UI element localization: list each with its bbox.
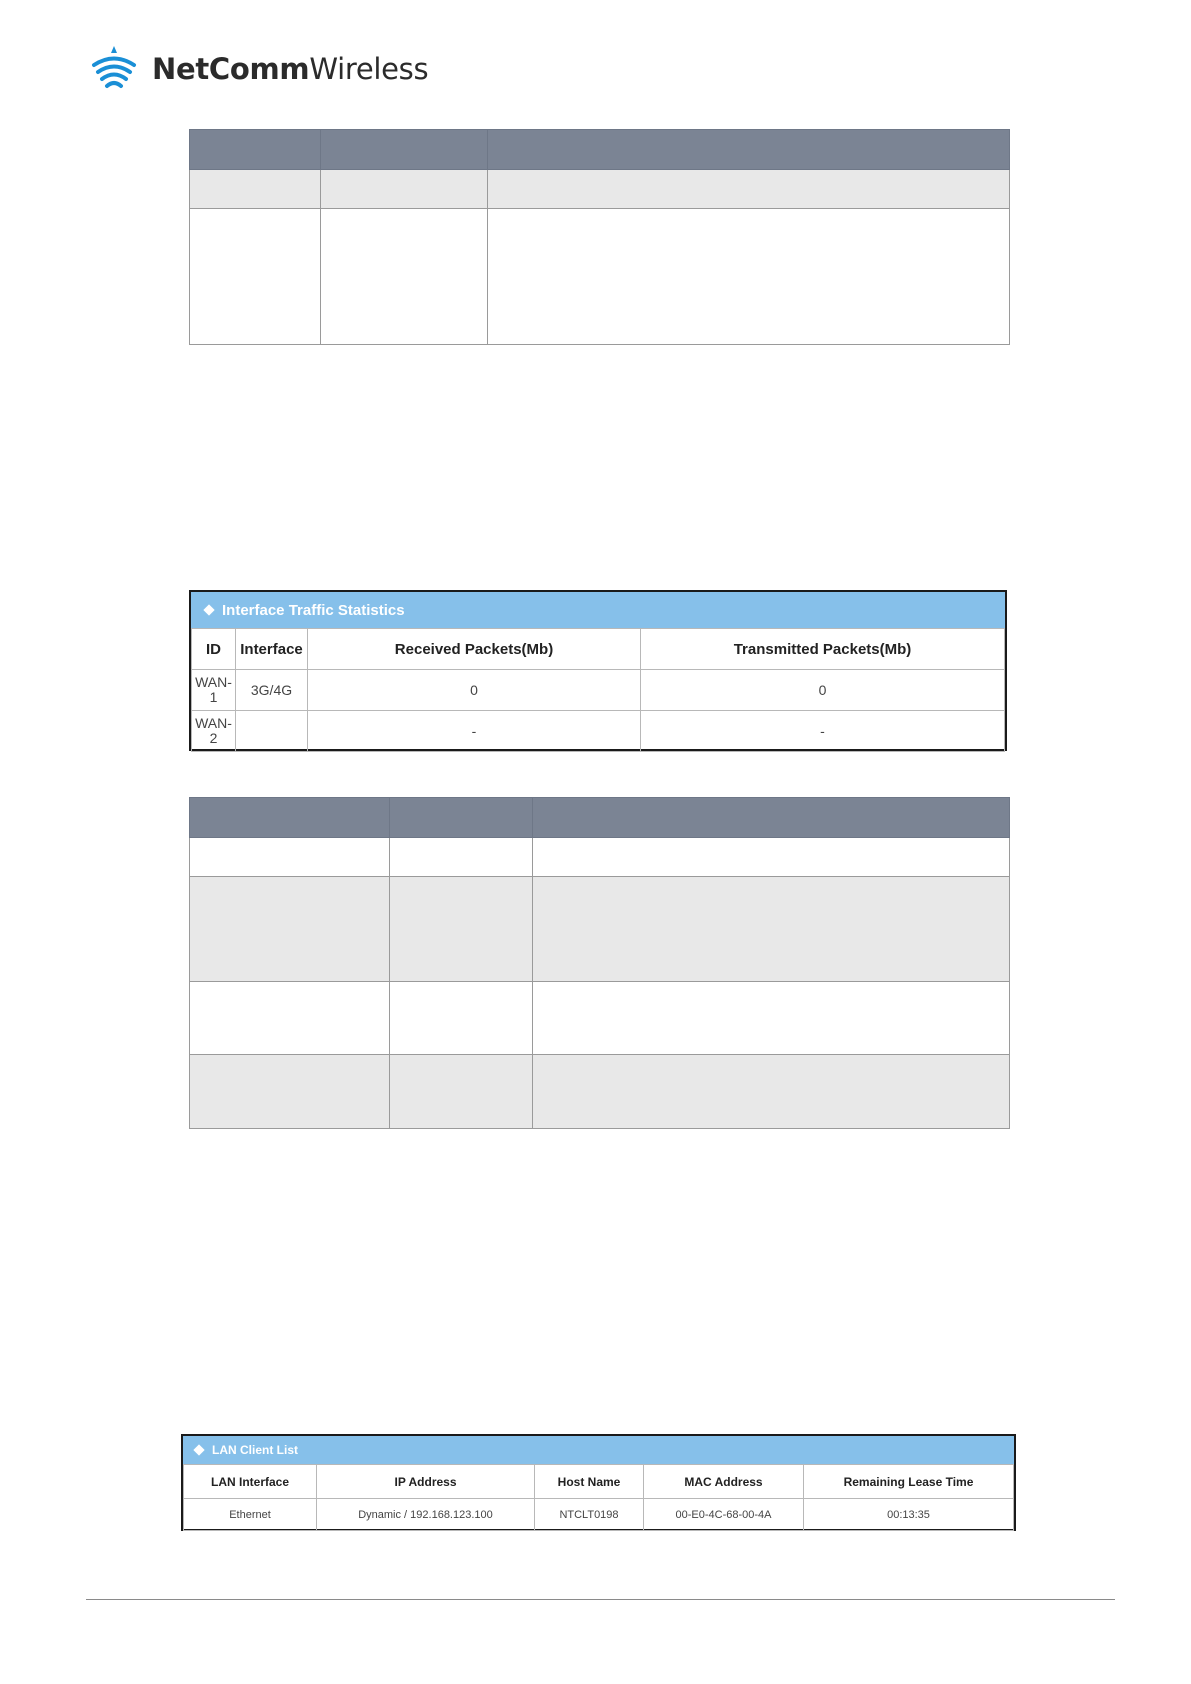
table-header-cell (488, 130, 1010, 170)
cell-received: - (308, 711, 641, 752)
table-cell (190, 1055, 390, 1129)
table-cell (321, 170, 488, 209)
table-cell (533, 1055, 1010, 1129)
cell-host-name: NTCLT0198 (535, 1499, 644, 1531)
column-header-received: Received Packets(Mb) (308, 629, 641, 670)
table-row (184, 1499, 1014, 1531)
table-cell (390, 1055, 533, 1129)
column-header-lease-time: Remaining Lease Time (804, 1465, 1014, 1499)
table-row (192, 670, 1005, 711)
cell-received: 0 (308, 670, 641, 711)
panel-title: LAN Client List (212, 1443, 298, 1457)
wifi-tower-icon (88, 44, 140, 94)
column-header-id: ID (192, 629, 236, 670)
traffic-table (191, 628, 1005, 752)
cell-ip-address: Dynamic / 192.168.123.100 (317, 1499, 535, 1531)
cell-lease-time: 00:13:35 (804, 1499, 1014, 1531)
brand-name-bold: NetComm (152, 52, 310, 86)
column-header-interface: Interface (236, 629, 308, 670)
brand-logo (88, 44, 428, 94)
table-header-cell (190, 130, 321, 170)
panel-title-bar (183, 1436, 1014, 1464)
cell-interface (236, 711, 308, 752)
table-cell (533, 982, 1010, 1055)
table-cell (190, 838, 390, 877)
cell-mac-address: 00-E0-4C-68-00-4A (644, 1499, 804, 1531)
panel-title-bar (191, 592, 1005, 628)
column-header-ip-address: IP Address (317, 1465, 535, 1499)
table-cell (533, 877, 1010, 982)
cell-interface: 3G/4G (236, 670, 308, 711)
table-row (192, 711, 1005, 752)
parameter-table-1 (189, 129, 1010, 345)
lan-client-table (183, 1464, 1014, 1531)
table-cell (190, 982, 390, 1055)
cell-id: WAN-1 (192, 670, 236, 711)
table-cell (190, 209, 321, 345)
table-header-cell (321, 130, 488, 170)
cell-id: WAN-2 (192, 711, 236, 752)
column-header-lan-interface: LAN Interface (184, 1465, 317, 1499)
panel-title: Interface Traffic Statistics (222, 601, 405, 619)
diamond-icon (203, 604, 214, 615)
table-header-cell (533, 798, 1010, 838)
table-cell (390, 877, 533, 982)
table-cell (190, 170, 321, 209)
diamond-icon (193, 1444, 204, 1455)
brand-name (152, 52, 428, 86)
column-header-transmitted: Transmitted Packets(Mb) (641, 629, 1005, 670)
table-cell (488, 170, 1010, 209)
table-header-cell (390, 798, 533, 838)
column-header-mac-address: MAC Address (644, 1465, 804, 1499)
parameter-table-2 (189, 797, 1010, 1129)
footer-divider (86, 1599, 1115, 1600)
cell-transmitted: 0 (641, 670, 1005, 711)
column-header-host-name: Host Name (535, 1465, 644, 1499)
table-header-cell (190, 798, 390, 838)
lan-client-list-panel (181, 1434, 1016, 1531)
table-cell (533, 838, 1010, 877)
table-cell (390, 982, 533, 1055)
brand-name-light: Wireless (309, 52, 429, 86)
table-cell (190, 877, 390, 982)
table-cell (488, 209, 1010, 345)
cell-lan-interface: Ethernet (184, 1499, 317, 1531)
table-cell (390, 838, 533, 877)
interface-traffic-statistics-panel (189, 590, 1007, 751)
table-cell (321, 209, 488, 345)
cell-transmitted: - (641, 711, 1005, 752)
